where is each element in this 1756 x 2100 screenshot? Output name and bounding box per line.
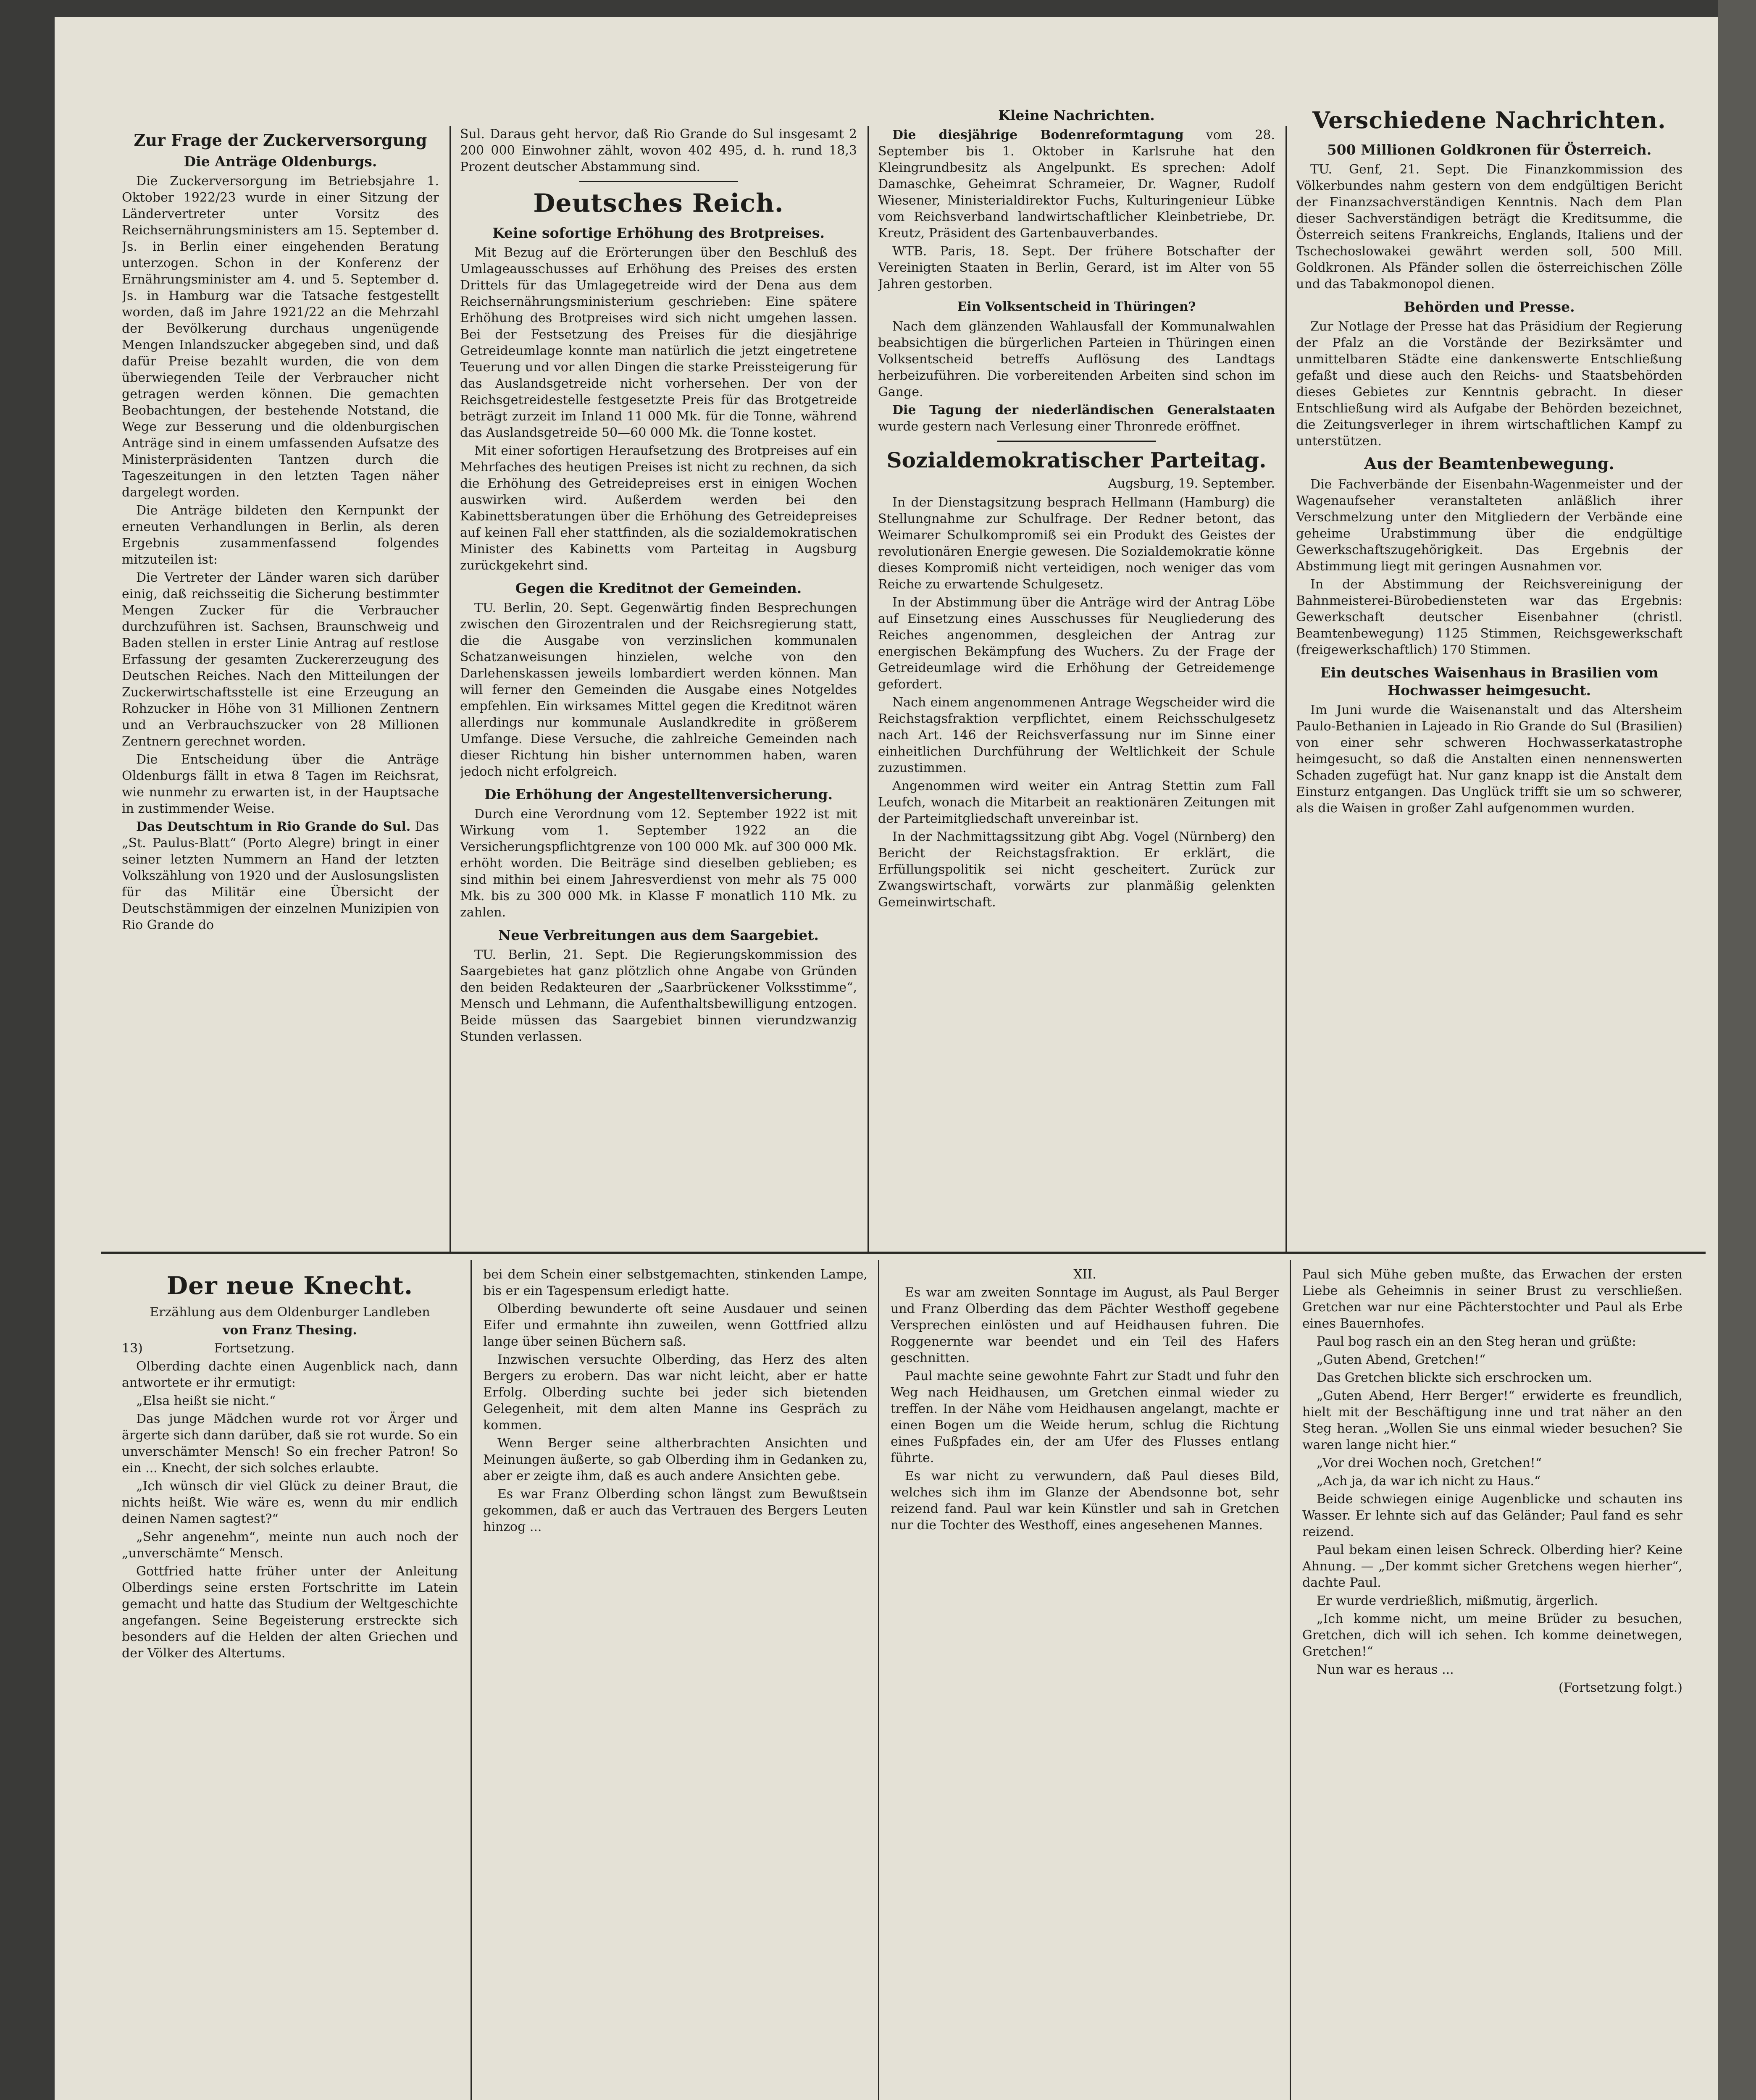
paragraph: Das Gretchen blickte sich erschrocken um. (1317, 1370, 1593, 1385)
paragraph: Paul machte seine gewohnte Fahrt zur Stadt und fuhr den Weg nach Heidhausen, um Gretchen einmal wieder zu treffen. In der Nähe vom Heidhausen angelangt, machte er einen Bogen um die Weide herum, schlug die Richtung eines Fußpfades ein, der am Ufer des Flusses entlang führte. (891, 1369, 1279, 1465)
subhead-austria: 500 Millionen Goldkronen für Österreich. (1327, 142, 1652, 158)
paragraph: In der Nachmittagssitzung gibt Abg. Vogel (Nürnberg) den Bericht der Reichstagsfraktion. Er erklärt, die Erfüllungspolitik sei nicht gescheitert. Zurück zur Zwangswirtschaft, vorwärts zur planmäßig gelenkten Gemeinwirtschaft. (878, 830, 1275, 910)
paragraph: Paul bekam einen leisen Schreck. Olberding hier? Keine Ahnung. — „Der kommt sicher Gretchens wegen hierher“, dachte Paul. (1302, 1543, 1682, 1590)
feuilleton-column-1 (122, 1266, 458, 2100)
divider (579, 181, 738, 182)
dateline: Augsburg, 19. September. (1108, 476, 1275, 491)
column-rule (1290, 1260, 1291, 2100)
paragraph: „Ich komme nicht, um meine Brüder zu besuchen, Gretchen, dich will ich sehen. Ich komme deinetwegen, Gretchen!“ (1302, 1612, 1682, 1659)
paragraph: Es war am zweiten Sonntage im August, als Paul Berger und Franz Olberding das dem Pächter Westhoff gegebene Versprechen einlösten und auf Heidhausen fuhren. Die Roggenernte war beendet und ein Teil des Hafers geschnitten. (891, 1285, 1279, 1365)
paragraph: Wenn Berger seine altherbrachten Ansichten und Meinungen äußerte, so gab Olberding ihm in Gedanken zu, aber er zeigte ihm, daß es auch andere Ansichten gebe. (483, 1436, 867, 1483)
feuilleton-column-3 (891, 1266, 1279, 2100)
headline-credit: Gegen die Kreditnot der Gemeinden. (515, 580, 802, 596)
paragraph: Paul bog rasch ein an den Steg heran und grüßte: (1317, 1334, 1636, 1349)
paragraph: „Elsa heißt sie nicht.“ (136, 1394, 276, 1408)
headline-short-news: Kleine Nachrichten. (998, 107, 1155, 123)
feuilleton-rule (101, 1252, 1706, 1254)
lead: Die Tagung der niederländischen Generalstaaten (892, 403, 1275, 417)
headline-miscellaneous: Verschiedene Nachrichten. (1312, 107, 1666, 134)
column-rule (867, 126, 869, 1252)
paragraph: „Vor drei Wochen noch, Gretchen!“ (1317, 1456, 1542, 1470)
column-3 (878, 101, 1275, 1243)
lead: Die diesjährige Bodenreformtagung (892, 128, 1184, 142)
installment-label: Fortsetzung. (214, 1341, 295, 1356)
paragraph: „Sehr angenehm“, meinte nun auch noch der „unverschämte“ Mensch. (122, 1530, 458, 1561)
headline-bread-price: Keine sofortige Erhöhung des Brotpreises. (492, 225, 825, 241)
subhead: Ein Volksentscheid in Thüringen? (957, 299, 1196, 314)
paragraph: Olberding dachte einen Augenblick nach, dann antwortete er ihr ermutigt: (122, 1359, 458, 1390)
newspaper-page (55, 17, 1718, 2100)
headline-insurance: Die Erhöhung der Angestelltenversicherung. (484, 786, 833, 803)
brazil-lead: Das Deutschtum in Rio Grande do Sul. (136, 819, 411, 834)
paragraph: Inzwischen versuchte Olberding, das Herz des alten Bergers zu erobern. Das war nicht leicht, aber er hatte Erfolg. Olberding suchte bei jeder sich bietenden Gelegenheit, mit dem alten Manne ins Gespräch zu kommen. (483, 1352, 867, 1433)
paragraph: WTB. Paris, 18. Sept. Der frühere Botschafter der Vereinigten Staaten in Berlin, Gerard, ist im Alter von 55 Jahren gestorben. (878, 244, 1275, 291)
section-title-deutsches-reich: Deutsches Reich. (533, 189, 784, 218)
column-rule (1285, 126, 1287, 1252)
headline-authorities-press: Behörden und Presse. (1404, 299, 1575, 315)
paragraph: Mit einer sofortigen Heraufsetzung des Brotpreises auf ein Mehrfaches des heutigen Preises ist nicht zu rechnen, da sich die Erhöhung des Getreidepreises erst in einigen Wochen auswirken wird. Außerdem werden bei den Kabinettsberatungen über die Erhöhung des Getreidepreises auf keinen Fall eher stattfinden, als die sozialdemokratischen Minister des Kabinetts vom Parteitag in Augsburg zurückgekehrt sind. (460, 444, 857, 573)
paragraph: Die Anträge bildeten den Kernpunkt der erneuten Verhandlungen in Berlin, als deren Ergebnis zusammenfassend folgendes mitzuteilen ist: (122, 503, 439, 567)
paragraph (878, 127, 1275, 242)
paragraph: Nach einem angenommenen Antrage Wegscheider wird die Reichstagsfraktion verpflichtet, einem Reichsschulgesetz nach Art. 146 der Reichsverfassung nur im Sinne einer einheitlichen Durchführung der Weltlichkeit der Schule zuzustimmen. (878, 695, 1275, 775)
paragraph: „Ach ja, da war ich nicht zu Haus.“ (1317, 1474, 1541, 1488)
paragraph: Im Juni wurde die Waisenanstalt und das Altersheim Paulo-Bethanien in Lajeado in Rio Grande do Sul (Brasilien) von einer sehr schweren Hochwasserkatastrophe heimgesucht, so daß die Anstalten einen nennenswerten Schaden zugefügt hat. Nur ganz knapp ist die Anstalt dem Einsturz entgangen. Das Unglück trifft sie um so schwerer, als die Waisen in großer Zahl aufgenommen wurden. (1296, 703, 1682, 816)
feuilleton-column-2 (483, 1266, 867, 2100)
text: wurde gestern nach Verlesung einer Thronrede eröffnet. (878, 419, 1241, 434)
feuilleton-author: von Franz Thesing. (223, 1323, 357, 1338)
feuilleton-subtitle: Erzählung aus dem Oldenburger Landleben (150, 1305, 430, 1320)
headline-sugar-supply: Zur Frage der Zuckerversorgung (134, 131, 427, 150)
column-1 (122, 126, 439, 1243)
headline-saar: Neue Verbreitungen aus dem Saargebiet. (498, 927, 819, 943)
paragraph: Die Vertreter der Länder waren sich darüber einig, daß reichsseitig die Sicherung bestimmter Mengen Zucker für die Verbraucher durchzuführen ist. Sachsen, Braunschweig und Baden stellen in erster Linie Antrag auf restlose Erfassung der gesamten Zuckererzeugung des Deutschen Reiches. Nach den Mitteilungen der Zuckerwirtschaftsstelle ist eine Erzeugung an Rohzucker in Höhe von 31 Millionen Zentnern und an Verbrauchszucker von 28 Millionen Zentnern gerechnet worden. (122, 570, 439, 749)
paragraph: „Guten Abend, Gretchen!“ (1317, 1352, 1486, 1367)
paragraph: TU. Berlin, 20. Sept. Gegenwärtig finden Besprechungen zwischen den Girozentralen und der Reichsregierung statt, die die Ausgabe von verzinslichen kommunalen Schatzanweisungen hinzielen, welche von den Darlehenskassen jeweils lombardiert werden können. Man will ferner den Gemeinden die Ausgabe eines Notgeldes empfehlen. Ein wirksames Mittel gegen die Kreditnot wären allerdings nur kommunale Auslandkredite in größerem Umfange. Diese Versuche, die zahlreiche Gemeinden nach dieser Richtung hin bisher unternommen haben, waren jedoch nicht erfolgreich. (460, 601, 857, 779)
paragraph: Die Fachverbände der Eisenbahn-Wagenmeister und der Wagenaufseher veranstalteten anläßlich ihrer Verschmelzung unter den Mitgliedern der Verbände eine geheime Urabstimmung über die endgültige Gewerkschaftszugehörigkeit. Das Ergebnis der Abstimmung liegt mit geringen Ausnahmen vor. (1296, 477, 1682, 574)
paragraph: In der Abstimmung über die Anträge wird der Antrag Löbe auf Einsetzung eines Ausschusses für Neugliederung des Reiches angenommen, desgleichen der Antrag zur energischen Bekämpfung des Wuchers. Zu der Frage der Getreideumlage wird die Erhöhung der Getreidemenge gefordert. (878, 595, 1275, 692)
column-2 (460, 126, 857, 1243)
feuilleton-title: Der neue Knecht. (166, 1271, 413, 1300)
paragraph-brazil (122, 819, 439, 933)
paragraph: In der Abstimmung der Reichsvereinigung der Bahnmeisterei-Bürobediensteten war das Ergebnis: Gewerkschaft deutscher Eisenbahner (christl. Beamtenbewegung) 1125 Stimmen, Reichsgewerkschaft (freigewerkschaftlich) 170 Stimmen. (1296, 577, 1682, 657)
paragraph: Es war nicht zu verwundern, daß Paul dieses Bild, welches sich ihm im Glanze der Abendsonne bot, sehr reizend fand. Paul war kein Künstler und sah in Gretchen nur die Tochter des Westhoff, eines angesehenen Mannes. (891, 1469, 1279, 1533)
paragraph: Er wurde verdrießlich, mißmutig, ärgerlich. (1317, 1593, 1598, 1608)
paragraph: Paul sich Mühe geben mußte, das Erwachen der ersten Liebe als Geheimnis in seiner Brust zu verschließen. Gretchen war nur eine Pächterstochter und Paul als Erbe eines Bauernhofes. (1302, 1267, 1682, 1331)
paragraph: „Ich wünsch dir viel Glück zu deiner Braut, die nichts heißt. Wie wäre es, wenn du mir endlich deinen Namen sagtest?“ (122, 1479, 458, 1526)
paragraph: Zur Notlage der Presse hat das Präsidium der Regierung der Pfalz an die Vorstände der Bezirksämter und unmittelbaren Städte eine dankenswerte Entschließung gefaßt und diese auch den Reichs- und Staatsbehörden dieses Gebietes zur Kenntnis gebracht. In dieser Entschließung wird als Aufgabe der Behörden bezeichnet, die Zeitungsverleger in ihrem wirtschaftlichen Kampf zu unterstützen. (1296, 319, 1682, 449)
paragraph: Nun war es heraus ... (1317, 1662, 1454, 1677)
divider (997, 441, 1156, 442)
paragraph: Die Zuckerversorgung im Betriebsjahre 1. Oktober 1922/23 wurde in einer Sitzung der Ländervertreter unter Vorsitz des Reichsernährungsministers am 15. September d. Js. in Berlin einer eingehenden Beratung unterzogen. Schon in der Konferenz der Ernährungsminister am 4. und 5. September d. Js. in Hamburg war die Tatsache festgestellt worden, daß im Jahre 1921/22 an die Mehrzahl der Bevölkerung durchaus ungenügende Mengen Inlandszucker abgegeben sind, und daß dafür Preise bezahlt wurden, die von dem überwiegenden Teile der Verbraucher nicht getragen werden können. Die gemachten Beobachtungen, der bestehende Notstand, die Wege zur Besserung und die oldenburgischen Anträge sind in einem umfassenden Aufsatze des Ministerpräsidenten Tantzen durch die Tageszeitungen in den letzten Tagen näher dargelegt worden. (122, 174, 439, 500)
paragraph: In der Dienstagsitzung besprach Hellmann (Hamburg) die Stellungnahme zur Schulfrage. Der Redner betont, das Weimarer Schulkompromiß sei ein Produkt des Geistes der revolutionären Energie gewesen. Die Sozialdemokratie könne dieses Kompromiß nicht verteidigen, noch weniger das vom Reiche zu erwartende Schulgesetz. (878, 495, 1275, 592)
subhead-oldenburg: Die Anträge Oldenburgs. (184, 153, 377, 170)
headline-orphanage: Ein deutsches Waisenhaus in Brasilien vom Hochwasser heimgesucht. (1320, 664, 1659, 698)
paragraph: „Guten Abend, Herr Berger!“ erwiderte es freundlich, hielt mit der Beschäftigung inne und trat näher an den Steg heran. „Wollen Sie uns einmal wieder besuchen? Sie waren lange nicht hier.“ (1302, 1389, 1682, 1452)
text: vom 28. September bis 1. Oktober in Karlsruhe hat den Kleingrundbesitz als Angelpunkt. Es sprechen: Adolf Damaschke, Geheimrat Schrameier, Dr. Wagner, Rudolf Wiesener, Ministerialdirektor Fuchs, Kulturingenieur Lübke vom Reichsverband landwirtschaftlicher Kleinbetriebe, Dr. Kreutz, Präsident des Gartenbauverbandes. (878, 128, 1275, 241)
paragraph: Mit Bezug auf die Erörterungen über den Beschluß des Umlageausschusses auf Erhöhung des Preises des ersten Drittels für das Umlagegetreide wird der Dena aus dem Reichsernährungsministerium geschrieben: Eine spätere Erhöhung des Brotpreises wird sich nicht umgehen lassen. Bei der Festsetzung des Preises für die diesjährige Getreideumlage konnte man natürlich die jetzt eingetretene Teuerung und vor allen Dingen die starke Preissteigerung für das Auslandsgetreide nicht vorhersehen. Der von der Reichsgetreidestelle festgesetzte Preis für das Brotgetreide beträgt zurzeit im Inland 11 000 Mk. für die Tonne, während das Auslandsgetreide 50—60 000 Mk. die Tonne kostet. (460, 245, 857, 440)
paragraph-continuation: Sul. Daraus geht hervor, daß Rio Grande do Sul insgesamt 2 200 000 Einwohner zählt, wovon 402 495, d. h. rund 18,3 Prozent deutscher Abstammung sind. (460, 127, 857, 174)
column-rule (471, 1260, 472, 2100)
continued-note: (Fortsetzung folgt.) (1559, 1680, 1682, 1695)
column-rule (878, 1260, 879, 2100)
paragraph: Durch eine Verordnung vom 12. September 1922 ist mit Wirkung vom 1. September 1922 an die Versicherungspflichtgrenze von 100 000 Mk. auf 300 000 Mk. erhöht worden. Die Beiträge sind dieselben geblieben; es sind mithin bei einem Jahresverdienst von mehr als 75 000 Mk. bis zu 300 000 Mk. in Klasse F monatlich 110 Mk. zu zahlen. (460, 807, 857, 920)
paragraph: Gottfried hatte früher unter der Anleitung Olberdings seine ersten Fortschritte im Latein gemacht und hatte das Studium der Weltgeschichte angefangen. Seine Begeisterung erstreckte sich besonders auf die Helden der alten Griechen und der Völker des Altertums. (122, 1564, 458, 1661)
headline-party-congress: Sozialdemokratischer Parteitag. (886, 448, 1267, 472)
paragraph (878, 402, 1275, 435)
installment-number: 13) (122, 1341, 143, 1356)
paragraph: Angenommen wird weiter ein Antrag Stettin zum Fall Leufch, wonach die Mitarbeit an reaktionären Zeitungen mit der Parteimitgliedschaft unvereinbar ist. (878, 779, 1275, 826)
headline-civil-servants: Aus der Beamtenbewegung. (1364, 454, 1614, 473)
paragraph: Die Entscheidung über die Anträge Oldenburgs fällt in etwa 8 Tagen im Reichsrat, wie nunmehr zu erwarten ist, in der Hauptsache in zustimmender Weise. (122, 752, 439, 816)
paragraph: Olberding bewunderte oft seine Ausdauer und seinen Eifer und ermahnte ihn zuweilen, wenn Gottfried allzu lange über seinen Büchern saß. (483, 1302, 867, 1349)
paragraph: Nach dem glänzenden Wahlausfall der Kommunalwahlen beabsichtigen die bürgerlichen Parteien in Thüringen einen Volksentscheid betreffs Auflösung des Landtags herbeizuführen. Die vorbereitenden Arbeiten sind schon im Gange. (878, 319, 1275, 399)
paragraph: Beide schwiegen einige Augenblicke und schauten ins Wasser. Er lehnte sich auf das Geländer; Paul fand es sehr reizend. (1302, 1492, 1682, 1539)
column-rule (450, 126, 451, 1252)
scan-edge (1718, 0, 1756, 2100)
paragraph: TU. Genf, 21. Sept. Die Finanzkommission des Völkerbundes nahm gestern von dem endgültigen Bericht der Finanzsachverständigen Kenntnis. Nach dem Plan dieser Sachverständigen beträgt die Kreditsumme, die Österreich seitens Frankreichs, Englands, Italiens und der Tschechoslowakei gewährt werden soll, 500 Mill. Goldkronen. Als Pfänder sollen die österreichischen Zölle und das Tabakmonopol dienen. (1296, 162, 1682, 291)
column-4 (1296, 101, 1682, 1243)
chapter-number: XII. (1073, 1267, 1096, 1282)
paragraph: Das junge Mädchen wurde rot vor Ärger und ärgerte sich dann darüber, daß sie rot wurde. So ein unverschämter Mensch! So ein frecher Patron! So ein ... Knecht, der sich solches erlaubte. (122, 1412, 458, 1475)
feuilleton-column-4 (1302, 1266, 1682, 2100)
paragraph: bei dem Schein einer selbstgemachten, stinkenden Lampe, bis er ein Tagespensum erledigt hatte. (483, 1267, 867, 1298)
paragraph: TU. Berlin, 21. Sept. Die Regierungskommission des Saargebietes hat ganz plötzlich ohne Angabe von Gründen den beiden Redakteuren der „Saarbrückener Volksstimme“, Mensch und Lehmann, die Aufenthaltsbewilligung entzogen. Beide müssen das Saargebiet binnen vierundzwanzig Stunden verlassen. (460, 948, 857, 1044)
installment-line (122, 1340, 458, 1357)
brazil-text: Das „St. Paulus-Blatt“ (Porto Alegre) bringt in einer seiner letzten Nummern an Hand der letzten Volkszählung von 1920 und der Auslosungslisten für das Militär eine Übersicht der Deutschstämmigen der einzelnen Munizipien von Rio Grande do (122, 819, 439, 932)
paragraph: Es war Franz Olberding schon längst zum Bewußtsein gekommen, daß er auch das Vertrauen des Bergers Leuten hinzog ... (483, 1487, 867, 1534)
